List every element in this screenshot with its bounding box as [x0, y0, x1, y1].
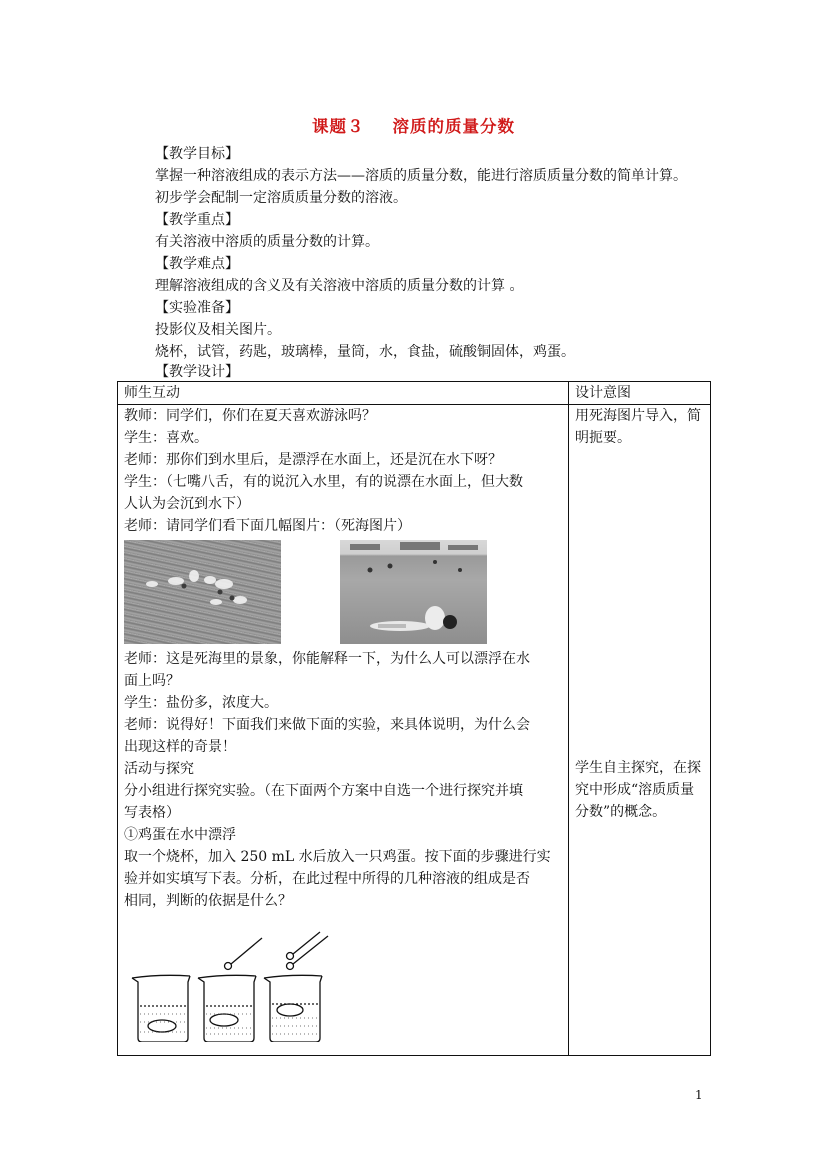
- design-heading: 【教学设计】: [155, 364, 239, 380]
- dialogue-line: 人认为会沉到水下）: [124, 496, 250, 512]
- intent-line: 究中形成“溶质质量: [575, 782, 695, 798]
- dialogue-line: 老师：这是死海里的景象，你能解释一下，为什么人可以漂浮在水: [124, 651, 530, 667]
- column-header-intent: 设计意图: [569, 382, 711, 405]
- teaching-design-table: [117, 381, 711, 1056]
- preparation-line-2: 烧杯，试管，药匙，玻璃棒，量筒，水，食盐，硫酸铜固体，鸡蛋。: [155, 344, 575, 360]
- intent-line: 明扼要。: [575, 430, 631, 446]
- dialogue-line: 取一个烧杯，加入 250 mL 水后放入一只鸡蛋。按下面的步骤进行实: [124, 849, 551, 865]
- intent-line: 分数”的概念。: [575, 804, 667, 820]
- dialogue-line: 学生：盐份多，浓度大。: [124, 695, 278, 711]
- key-points-heading: 【教学重点】: [155, 212, 239, 228]
- dead-sea-photos: [124, 540, 562, 646]
- dialogue-line: 学生：喜欢。: [124, 430, 208, 446]
- experiment-title: ①鸡蛋在水中漂浮: [124, 827, 236, 843]
- difficulties-heading: 【教学难点】: [155, 256, 239, 272]
- beakers-illustration: [124, 926, 334, 1042]
- dialogue-line: 教师：同学们，你们在夏天喜欢游泳吗？: [124, 408, 376, 424]
- preparation-heading: 【实验准备】: [155, 300, 239, 316]
- dialogue-line: 分小组进行探究实验。（在下面两个方案中自选一个进行探究并填: [124, 783, 523, 799]
- dialogue-line: 面上吗？: [124, 673, 180, 689]
- dialogue-line: 写表格）: [124, 805, 180, 821]
- lesson-number: 课题３: [312, 117, 365, 136]
- dialogue-line: 相同，判断的依据是什么？: [124, 893, 292, 909]
- dead-sea-photo-group: [124, 540, 281, 644]
- lesson-name: 溶质的质量分数: [392, 117, 515, 136]
- dialogue-line: 老师：那你们到水里后，是漂浮在水面上，还是沉在水下呀？: [124, 452, 502, 468]
- intent-cell: [569, 405, 711, 1056]
- intent-line: 用死海图片导入，简: [575, 408, 701, 424]
- difficulties-text: 理解溶液组成的含义及有关溶液中溶质的质量分数的计算 。: [155, 278, 524, 294]
- objectives-line-2: 初步学会配制一定溶质质量分数的溶液。: [155, 190, 407, 206]
- dialogue-line: 老师：说得好！下面我们来做下面的实验，来具体说明，为什么会: [124, 717, 530, 733]
- page-number: 1: [695, 1088, 703, 1102]
- activity-heading: 活动与探究: [124, 761, 194, 777]
- column-header-interaction: 师生互动: [118, 382, 569, 405]
- dead-sea-photo-floating: [340, 540, 487, 644]
- preparation-line-1: 投影仪及相关图片。: [155, 322, 281, 338]
- interaction-cell: [118, 405, 569, 1056]
- dialogue-line: 验并如实填写下表。分析，在此过程中所得的几种溶液的组成是否: [124, 871, 530, 887]
- key-points-text: 有关溶液中溶质的质量分数的计算。: [155, 234, 379, 250]
- page-title: [0, 113, 827, 137]
- intent-line: 学生自主探究，在探: [575, 760, 701, 776]
- swimmers-image: [124, 540, 281, 644]
- objectives-line-1: 掌握一种溶液组成的表示方法——溶质的质量分数，能进行溶质质量分数的简单计算。: [155, 168, 687, 184]
- objectives-heading: 【教学目标】: [155, 146, 239, 162]
- dialogue-line: 老师：请同学们看下面几幅图片：（死海图片）: [124, 518, 411, 534]
- dialogue-line: 学生：（七嘴八舌，有的说沉入水里，有的说漂在水面上，但大数: [124, 474, 523, 490]
- dialogue-line: 出现这样的奇景！: [124, 739, 236, 755]
- floating-person-image: [340, 540, 487, 644]
